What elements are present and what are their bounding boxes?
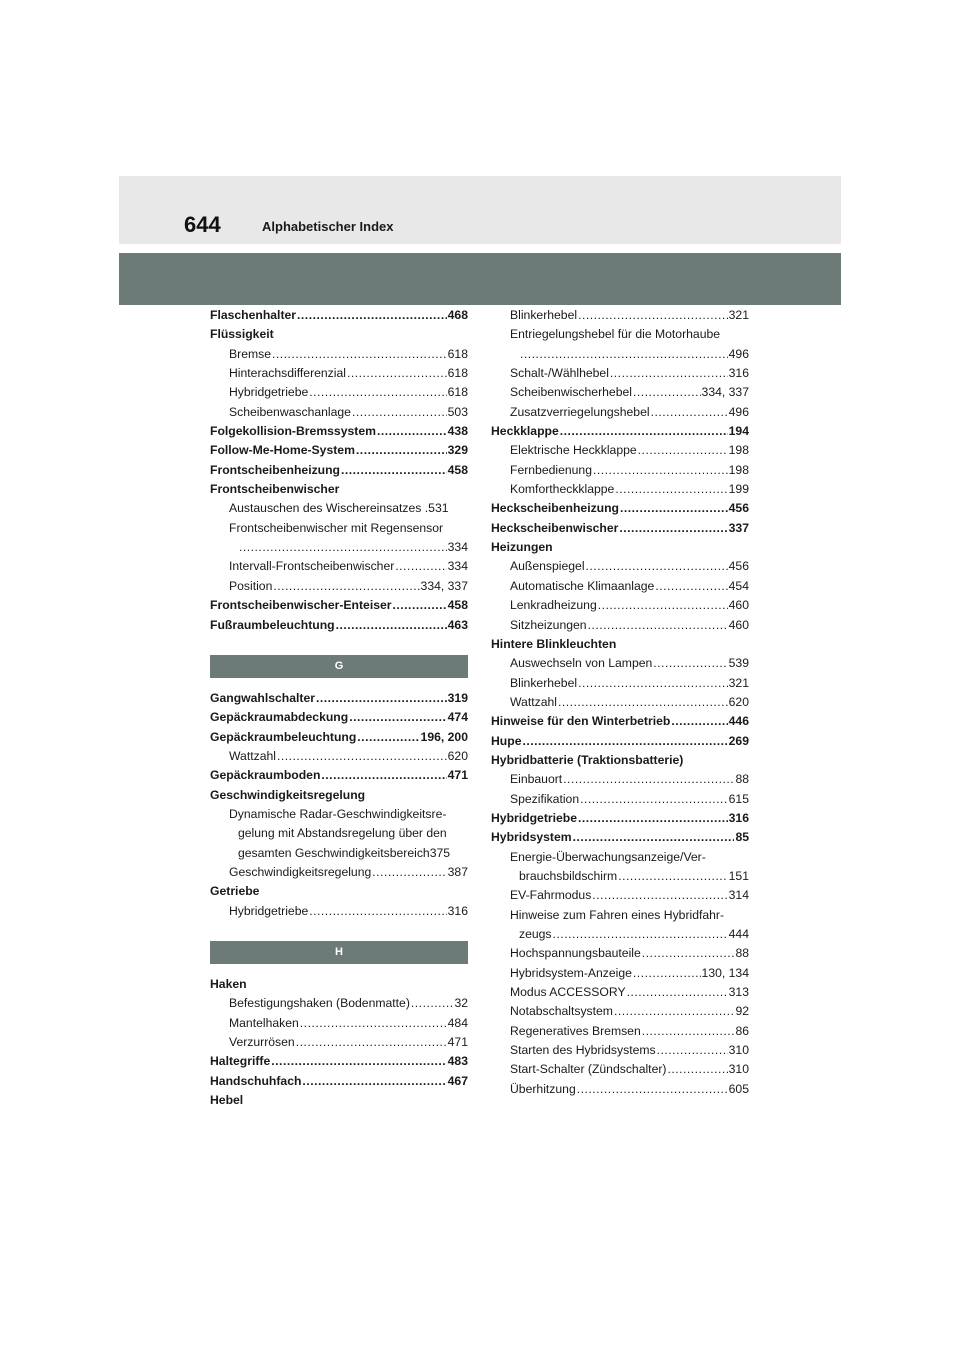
entry-label: Schalt-/Wählhebel: [510, 366, 609, 381]
index-subentry: [210, 863, 468, 882]
entry-page: 483: [447, 1054, 468, 1069]
entry-page: 618: [447, 366, 468, 381]
entry-page: 334: [447, 540, 468, 555]
index-entry: [210, 1072, 468, 1091]
entry-page: 329: [447, 443, 468, 458]
entry-page: 618: [447, 346, 468, 361]
dot-leader: [296, 1033, 447, 1052]
dot-leader: [271, 1052, 446, 1071]
entry-page: 460: [728, 598, 749, 613]
dot-leader: [614, 1002, 734, 1021]
index-subentry: [491, 383, 749, 402]
entry-label: Hupe: [491, 733, 522, 748]
entry-page: 471: [447, 1035, 468, 1049]
entry-page: 313: [728, 985, 749, 1000]
entry-label: Lenkradheizung: [510, 598, 597, 613]
index-entry: [210, 422, 468, 441]
entry-page: 316: [447, 903, 468, 918]
index-subentry: [210, 383, 468, 402]
index-subentry: [491, 1041, 749, 1060]
index-subentry: [491, 1022, 749, 1041]
entry-page: 130, 134: [701, 965, 749, 980]
entry-page: 88: [735, 772, 749, 787]
index-subentry: [491, 1080, 749, 1099]
entry-page: 310: [728, 1062, 749, 1077]
entry-label: Hybridsystem-Anzeige: [510, 965, 632, 980]
entry-page: 194: [728, 424, 749, 439]
dot-leader: [618, 867, 727, 886]
entry-label: Gepäckraumboden: [210, 768, 321, 783]
dot-leader: [667, 1060, 727, 1079]
entry-label: Komfortheckklappe: [510, 482, 615, 497]
entry-label: Automatische Klimaanlage: [510, 578, 655, 593]
index-column-left: [210, 306, 468, 1110]
entry-page: 92: [735, 1004, 749, 1019]
entry-label: Wattzahl: [510, 694, 557, 709]
entry-label: Hybridbatterie (Traktionsbatterie): [491, 752, 684, 767]
index-subentry: [210, 519, 468, 538]
index-subentry: [491, 577, 749, 596]
dot-leader: [347, 364, 447, 383]
index-subentry: [491, 983, 749, 1002]
index-subentry: [210, 747, 468, 766]
index-subentry: [491, 403, 749, 422]
entry-label: Frontscheibenwischer: [210, 482, 340, 497]
dot-leader: [349, 708, 446, 727]
index-entry: [210, 616, 468, 635]
dot-leader: [520, 345, 728, 364]
dot-leader: [653, 654, 727, 673]
index-subentry: [210, 994, 468, 1013]
index-entry: [210, 1052, 468, 1071]
entry-label: gesamten Geschwindigkeitsbereich375: [238, 845, 451, 860]
dot-leader: [627, 983, 728, 1002]
entry-page: 618: [447, 385, 468, 400]
dot-leader: [352, 403, 447, 422]
entry-label: Haltegriffe: [210, 1054, 271, 1069]
entry-label: Energie-Überwachungsanzeige/Ver-: [510, 849, 706, 864]
dot-leader: [586, 557, 728, 576]
dot-leader: [300, 1014, 447, 1033]
index-group-h: [210, 975, 468, 1110]
entry-label: Entriegelungshebel für die Motorhaube: [510, 327, 721, 342]
dot-leader: [578, 306, 728, 325]
index-subentry: [491, 770, 749, 789]
entry-label: EV-Fahrmodus: [510, 888, 592, 903]
entry-label: Regeneratives Bremsen: [510, 1023, 641, 1038]
entry-page: 620: [728, 694, 749, 709]
index-subentry: [491, 906, 749, 925]
entry-label: Flaschenhalter: [210, 308, 297, 322]
index-entry: [491, 732, 749, 751]
entry-label: Dynamische Radar-Geschwindigkeitsre-: [229, 806, 447, 821]
index-entry: [491, 809, 749, 828]
index-subentry: [210, 577, 468, 596]
dot-leader: [309, 383, 446, 402]
entry-label: Folgekollision-Bremssystem: [210, 424, 376, 439]
entry-page: 151: [728, 868, 749, 883]
entry-label: Elektrische Heckklappe: [510, 443, 637, 458]
index-subentry: [491, 654, 749, 673]
entry-label: Notabschaltsystem: [510, 1004, 613, 1019]
index-subentry: [491, 790, 749, 809]
dot-leader: [633, 383, 701, 402]
index-entry: [491, 712, 749, 731]
entry-label: Hinweise für den Winterbetrieb: [491, 714, 671, 729]
index-subentry: [491, 616, 749, 635]
entry-page: 605: [728, 1081, 749, 1096]
entry-page: 337: [728, 520, 749, 535]
entry-label: Auswechseln von Lampen: [510, 656, 653, 671]
header-dark-band: [119, 253, 841, 305]
entry-label: Intervall-Frontscheibenwischer: [229, 559, 395, 574]
dot-leader: [598, 596, 728, 615]
entry-label: Position: [229, 578, 273, 593]
entry-label: Heckklappe: [491, 424, 559, 439]
entry-page: 454: [728, 578, 749, 593]
dot-leader: [651, 403, 728, 422]
entry-page: 615: [728, 791, 749, 806]
entry-page: 334, 337: [420, 578, 468, 593]
index-subentry: [210, 1033, 468, 1052]
dot-leader: [633, 964, 701, 983]
index-subentry: [491, 867, 749, 886]
entry-label: Scheibenwaschanlage: [229, 404, 351, 419]
dot-leader: [578, 809, 728, 828]
entry-label: Scheibenwischerhebel: [510, 385, 632, 400]
index-subentry: [491, 480, 749, 499]
index-entry: [491, 422, 749, 441]
index-subentry: [210, 824, 468, 843]
index-entry: [210, 596, 468, 615]
index-subentry: [210, 345, 468, 364]
dot-leader: [553, 925, 728, 944]
entry-label: Hochspannungsbauteile: [510, 946, 641, 961]
index-subentry: [491, 964, 749, 983]
index-entry: [491, 751, 749, 770]
index-subentry: [210, 844, 468, 863]
entry-page: 321: [728, 308, 749, 322]
dot-leader: [573, 828, 735, 847]
entry-label: Fußraumbeleuchtung: [210, 617, 335, 632]
dot-leader: [395, 557, 446, 576]
dot-leader: [341, 461, 447, 480]
entry-page: 539: [728, 656, 749, 671]
entry-label: Blinkerhebel: [510, 308, 578, 322]
dot-leader: [620, 499, 728, 518]
index-subentry: [491, 848, 749, 867]
index-group-h-continued: [491, 306, 749, 1099]
letter-divider-h: H: [210, 941, 468, 964]
dot-leader: [615, 480, 727, 499]
entry-label: Verzurrösen: [229, 1035, 295, 1049]
entry-label: Fernbedienung: [510, 462, 592, 477]
index-entry: [210, 975, 468, 994]
dot-leader: [336, 616, 447, 635]
dot-leader: [356, 441, 447, 460]
entry-label: Einbauort: [510, 772, 563, 787]
page-number: 644: [184, 212, 221, 237]
index-subentry: [491, 944, 749, 963]
entry-page: 463: [447, 617, 468, 632]
index-subentry: [491, 557, 749, 576]
entry-label: brauchsbildschirm: [519, 868, 618, 883]
dot-leader: [411, 994, 454, 1013]
entry-page: 321: [728, 675, 749, 690]
dot-leader: [610, 364, 728, 383]
index-subentry: [491, 596, 749, 615]
index-entry: [210, 786, 468, 805]
entry-page: 314: [728, 888, 749, 903]
index-subentry: [491, 325, 749, 344]
entry-label: Flüssigkeit: [210, 327, 274, 342]
entry-label: Heckscheibenwischer: [491, 520, 619, 535]
dot-leader: [302, 1072, 446, 1091]
entry-page: 387: [447, 864, 468, 879]
dot-leader: [671, 712, 727, 731]
dot-leader: [558, 693, 728, 712]
entry-label: Haken: [210, 976, 247, 991]
index-subentry: [210, 538, 468, 557]
entry-label: Gepäckraumbeleuchtung: [210, 729, 357, 744]
entry-label: Hybridgetriebe: [229, 903, 309, 918]
dot-leader: [657, 1041, 728, 1060]
dot-leader: [273, 577, 419, 596]
entry-page: 88: [735, 946, 749, 961]
entry-page: 458: [447, 598, 468, 613]
dot-leader: [592, 886, 727, 905]
index-entry: [491, 499, 749, 518]
index-entry: [210, 708, 468, 727]
entry-page: 503: [447, 404, 468, 419]
index-subentry: [491, 1002, 749, 1021]
index-group-g: [210, 689, 468, 921]
entry-label: Gangwahlschalter: [210, 690, 315, 705]
index-subentry: [491, 306, 749, 325]
entry-label: Geschwindigkeitsregelung: [210, 787, 366, 802]
index-entry: [210, 689, 468, 708]
entry-page: 319: [447, 690, 468, 705]
index-subentry: [210, 805, 468, 824]
entry-label: Hinterachsdifferenzial: [229, 366, 346, 381]
entry-page: 620: [447, 748, 468, 763]
index-entry: [491, 635, 749, 654]
dot-leader: [580, 790, 728, 809]
entry-page: 196, 200: [420, 729, 468, 744]
entry-label: Hybridsystem: [491, 830, 572, 845]
dot-leader: [642, 944, 735, 963]
index-entry: [491, 538, 749, 557]
entry-page: 467: [447, 1073, 468, 1088]
entry-page: 310: [728, 1043, 749, 1058]
entry-label: Hintere Blinkleuchten: [491, 636, 617, 651]
dot-leader: [272, 345, 447, 364]
dot-leader: [522, 732, 727, 751]
index-subentry: [210, 557, 468, 576]
entry-label: Follow-Me-Home-System: [210, 443, 355, 458]
dot-leader: [372, 863, 446, 882]
letter-divider-g: G: [210, 655, 468, 678]
index-column-right: [491, 306, 749, 1099]
entry-page: 474: [447, 710, 468, 725]
index-entry: [210, 1091, 468, 1110]
entry-page: 32: [454, 996, 468, 1011]
index-entry: [491, 828, 749, 847]
entry-label: Sitzheizungen: [510, 617, 587, 632]
entry-page: 316: [728, 366, 749, 381]
dot-leader: [297, 306, 447, 325]
entry-page: 198: [728, 462, 749, 477]
entry-label: Handschuhfach: [210, 1073, 302, 1088]
index-subentry: [491, 364, 749, 383]
entry-page: 438: [447, 424, 468, 439]
index-entry: [210, 441, 468, 460]
entry-label: Mantelhaken: [229, 1015, 299, 1030]
dot-leader: [588, 616, 728, 635]
entry-label: Frontscheibenheizung: [210, 462, 341, 477]
index-entry: [210, 480, 468, 499]
entry-page: 458: [447, 462, 468, 477]
entry-label: Start-Schalter (Zündschalter): [510, 1062, 667, 1077]
dot-leader: [577, 1080, 728, 1099]
index-subentry: [210, 902, 468, 921]
header-band: [119, 176, 841, 244]
entry-label: Gepäckraumabdeckung: [210, 710, 349, 725]
entry-page: 269: [728, 733, 749, 748]
entry-label: Getriebe: [210, 884, 260, 899]
entry-label: Spezifikation: [510, 791, 580, 806]
index-entry: [210, 325, 468, 344]
dot-leader: [560, 422, 728, 441]
dot-leader: [578, 674, 728, 693]
index-subentry: [210, 1014, 468, 1033]
entry-label: Überhitzung: [510, 1081, 576, 1096]
index-subentry: [491, 925, 749, 944]
entry-label: Bremse: [229, 346, 271, 361]
dot-leader: [638, 441, 728, 460]
dot-leader: [642, 1022, 735, 1041]
entry-page: 85: [735, 830, 749, 845]
entry-label: Starten des Hybridsystems: [510, 1043, 656, 1058]
dot-leader: [321, 766, 446, 785]
index-subentry: [491, 674, 749, 693]
entry-label: Heizungen: [491, 540, 553, 555]
entry-page: 444: [728, 927, 749, 941]
index-entry: [210, 882, 468, 901]
entry-label: Hebel: [210, 1093, 244, 1108]
index-subentry: [491, 345, 749, 364]
entry-label: Frontscheibenwischer mit Regensensor: [229, 520, 444, 535]
index-subentry: [210, 364, 468, 383]
entry-label: Zusatzverriegelungshebel: [510, 404, 650, 419]
entry-page: 471: [447, 768, 468, 783]
entry-label: Hinweise zum Fahren eines Hybridfahr-: [510, 907, 725, 922]
dot-leader: [393, 596, 447, 615]
index-entry: [210, 728, 468, 747]
dot-leader: [316, 689, 447, 708]
entry-label: Hybridgetriebe: [229, 385, 309, 400]
entry-page: 456: [728, 559, 749, 574]
entry-label: zeugs: [519, 927, 552, 941]
index-subentry: [491, 441, 749, 460]
entry-label: Blinkerhebel: [510, 675, 578, 690]
entry-page: 334: [447, 559, 468, 574]
entry-label: Modus ACCESSORY: [510, 985, 626, 1000]
entry-page: 496: [728, 404, 749, 419]
entry-label: Wattzahl: [229, 748, 276, 763]
entry-label: gelung mit Abstandsregelung über den: [238, 826, 447, 841]
entry-page: 496: [728, 346, 749, 361]
entry-page: 446: [728, 714, 749, 729]
section-title: Alphabetischer Index: [262, 219, 394, 234]
index-subentry: [210, 499, 468, 518]
dot-leader: [563, 770, 734, 789]
entry-page: 484: [447, 1015, 468, 1030]
index-subentry: [491, 693, 749, 712]
entry-label: Hybridgetriebe: [491, 810, 578, 825]
index-subentry: [491, 461, 749, 480]
index-subentry: [491, 886, 749, 905]
entry-page: 199: [728, 482, 749, 497]
entry-page: 468: [447, 308, 468, 322]
entry-label: Außenspiegel: [510, 559, 585, 574]
dot-leader: [239, 538, 447, 557]
entry-page: 86: [735, 1023, 749, 1038]
index-entry: [210, 306, 468, 325]
index-subentry: [210, 403, 468, 422]
index-entry: [210, 766, 468, 785]
entry-label: Frontscheibenwischer-Enteiser: [210, 598, 392, 613]
entry-page: 316: [728, 810, 749, 825]
entry-page: 198: [728, 443, 749, 458]
entry-label: Austauschen des Wischereinsatzes .531: [229, 501, 449, 516]
entry-label: Befestigungshaken (Bodenmatte): [229, 996, 410, 1011]
entry-page: 460: [728, 617, 749, 632]
dot-leader: [655, 577, 727, 596]
entry-page: 334, 337: [701, 385, 749, 400]
entry-label: Heckscheibenheizung: [491, 501, 620, 516]
dot-leader: [377, 422, 447, 441]
entry-label: Geschwindigkeitsregelung: [229, 864, 372, 879]
dot-leader: [593, 461, 728, 480]
dot-leader: [619, 519, 727, 538]
dot-leader: [309, 902, 446, 921]
dot-leader: [277, 747, 447, 766]
index-subentry: [491, 1060, 749, 1079]
index-entry: [491, 519, 749, 538]
index-entry: [210, 461, 468, 480]
entry-page: 456: [728, 501, 749, 516]
dot-leader: [357, 728, 419, 747]
index-group-f: [210, 306, 468, 635]
